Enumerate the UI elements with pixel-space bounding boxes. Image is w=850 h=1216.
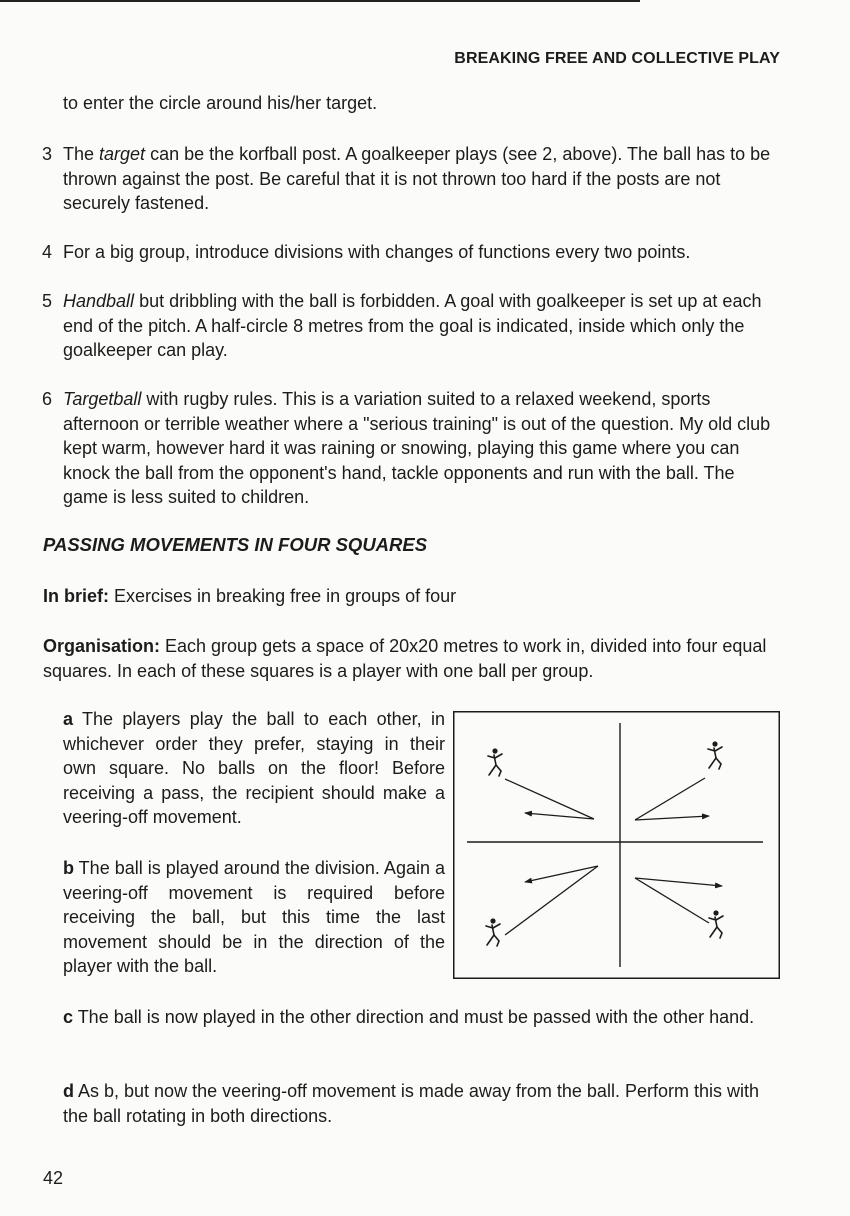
pass-arrow [635,816,709,820]
continuation-text: to enter the circle around his/her target. [63,93,378,113]
page-number: 42 [43,1168,64,1188]
in-brief-text: Exercises in breaking free in groups of four [109,586,457,606]
running-header: BREAKING FREE AND COLLECTIVE PLAY [454,50,780,67]
item-emphasis: Handball [63,291,135,311]
player-figure-icon [709,910,723,938]
item-text: but dribbling with the ball is forbidden. A goal with goalkeeper is set up at each end of the pitch. A half-circle 8 metres from the goal is indicated, inside which only the goalkeeper can play. [63,291,762,360]
sub-item-letter: d [63,1081,74,1101]
sub-item-d [63,1079,783,1128]
sub-item-b [63,856,445,979]
sub-item-text: The players play the ball to each other, in whichever order they prefer, staying in their own square. No balls on the floor! Before receiving a pass, the recipient should make a veering-off movement. [63,709,445,827]
top-rule [0,0,640,2]
list-item-4 [42,240,783,265]
player-figure-icon [488,748,502,776]
sub-item-a [63,707,445,830]
item-number: 5 [42,291,53,311]
list-item-6 [42,387,783,510]
item-emphasis: Targetball [63,389,142,409]
section-heading: PASSING MOVEMENTS IN FOUR SQUARES [43,534,428,555]
item-lead: The [63,144,100,164]
sub-item-c [63,1005,783,1030]
run-line [635,778,705,820]
sub-item-text: The ball is now played in the other direction and must be passed with the other hand. [73,1007,755,1027]
organisation-text: Each group gets a space of 20x20 metres to work in, divided into four equal squares. In each of these squares is a player with one ball per group. [43,636,767,681]
item-text: with rugby rules. This is a variation suited to a relaxed weekend, sports afternoon or terrible weather where a "serious training" is out of the question. My old club kept warm, however hard it was raining or snowing, playing this game where you can knock the ball from the opponent's hand, tackle opponents and run with the ball. The game is less suited to children. [63,389,771,507]
sub-item-letter: c [63,1007,74,1027]
organisation-paragraph [43,634,783,683]
list-item-5 [42,289,783,363]
player-figure-icon [486,918,500,946]
run-line [635,878,709,923]
pass-arrow [635,878,722,886]
item-number: 3 [42,144,53,164]
item-number: 4 [42,242,53,262]
item-emphasis: target [99,144,146,164]
list-item-3 [42,142,783,216]
four-squares-diagram [453,711,780,979]
organisation-label: Organisation: [43,636,161,656]
in-brief-label: In brief: [43,586,109,606]
player-figure-icon [708,741,722,769]
sub-item-text: As b, but now the veering-off movement is made away from the ball. Perform this with the ball rotating in both directions. [63,1081,759,1126]
run-line [505,779,594,819]
sub-item-text: The ball is played around the division. Again a veering-off movement is required before receiving the ball, but this time the last movement should be in the direction of the player with the ball. [63,858,445,976]
item-number: 6 [42,389,53,409]
sub-item-letter: b [63,858,74,878]
item-text: can be the korfball post. A goalkeeper plays (see 2, above). The ball has to be thrown against the post. Be careful that it is not thrown too hard if the posts are not securely fastened. [63,144,771,213]
in-brief-paragraph [43,584,783,609]
sub-item-letter: a [63,709,74,729]
item-text: For a big group, introduce divisions with changes of functions every two points. [63,242,691,262]
diagram-frame [454,712,780,979]
